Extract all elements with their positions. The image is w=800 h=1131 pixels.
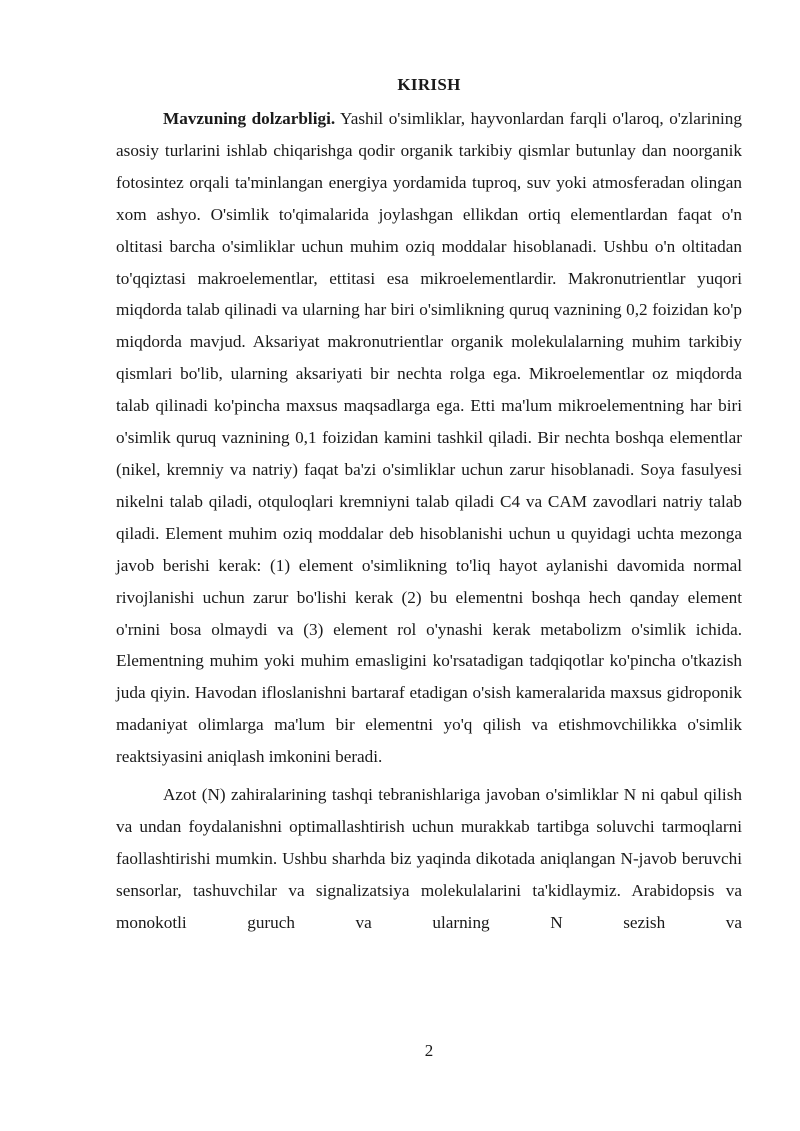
paragraph-text: Yashil o'simliklar, hayvonlardan farqli o'laroq, o'zlarining asosiy turlarini ishlab chiqarishga qodir organik tarkibiy qismlar butunlay dan noorganik fotosintez orqali ta'minlangan energiya yordamida tuproq, suv yoki atmosferadan olingan xom ashyo. O'simlik to'qimalarida joylashgan ellikdan ortiq elementlardan faqat o'n oltitasi barcha o'simliklar uchun muhim oziq moddalar hisoblanadi. Ushbu o'n oltitadan to'qqiztasi makroelementlar, ettitasi esa mikroelementlardir. Makronutrientlar yuqori miqdorda talab qilinadi va ularning har biri o'simlikning quruq vaznining 0,2 foizidan ko'p miqdorda mavjud. Aksariyat makronutrientlar organik molekulalarning muhim tarkibiy qismlari bo'lib, ularning aksariyati bir nechta rolga ega. Mikroelementlar oz miqdorda talab qilinadi ko'pincha maxsus maqsadlarga ega. Etti ma'lum mikroelementning har biri o'simlik quruq vaznining 0,1 foizidan kamini tashkil qiladi. Bir nechta boshqa elementlar (nikel, kremniy va natriy) faqat ba'zi o'simliklar uchun zarur hisoblanadi. Soya fasulyesi nikelni talab qiladi, otquloqlari kremniyni talab qiladi C4 va CAM zavodlari natriy talab qiladi. Element muhim oziq moddalar deb hisoblanishi uchun u quyidagi uchta mezonga javob berishi kerak: (1) element o'simlikning to'liq hayot aylanishi davomida normal rivojlanishi uchun zarur bo'lishi kerak (2) bu elementni boshqa hech qanday element o'rnini bosa olmaydi va (3) element rol o'ynashi kerak metabolizm o'simlik ichida. Elementning muhim yoki muhim emasligini ko'rsatadigan tadqiqotlar ko'pincha o'tkazish juda qiyin. Havodan ifloslanishni bartaraf etadigan o'sish kameralarida maxsus gidroponik madaniyat olimlarga ma'lum bir elementni yo'q qilish va etishmovchilikka o'simlik reaktsiyasini aniqlash imkonini beradi. (116, 109, 742, 767)
paragraph-lead: Mavzuning dolzarbligi. (163, 109, 336, 128)
paragraph-text: Azot (N) zahiralarining tashqi tebranishlariga javoban o'simliklar N ni qabul qilish va undan foydalanishni optimallashtirish uchun murakkab tartibga soluvchi tarmoqlarni faollashtirishi mumkin. Ushbu sharhda biz yaqinda dikotada aniqlangan N-javob beruvchi sensorlar, tashuvchilar va signalizatsiya molekulalarini ta'kidlaymiz. Arabidopsis va monokotli guruch va ularning N sezish va (116, 785, 742, 932)
section-heading: KIRISH (397, 75, 461, 94)
paragraph-relevance (116, 103, 742, 773)
page-number: 2 (424, 1041, 434, 1060)
paragraph-nitrogen (116, 779, 742, 939)
body-text (116, 103, 742, 939)
